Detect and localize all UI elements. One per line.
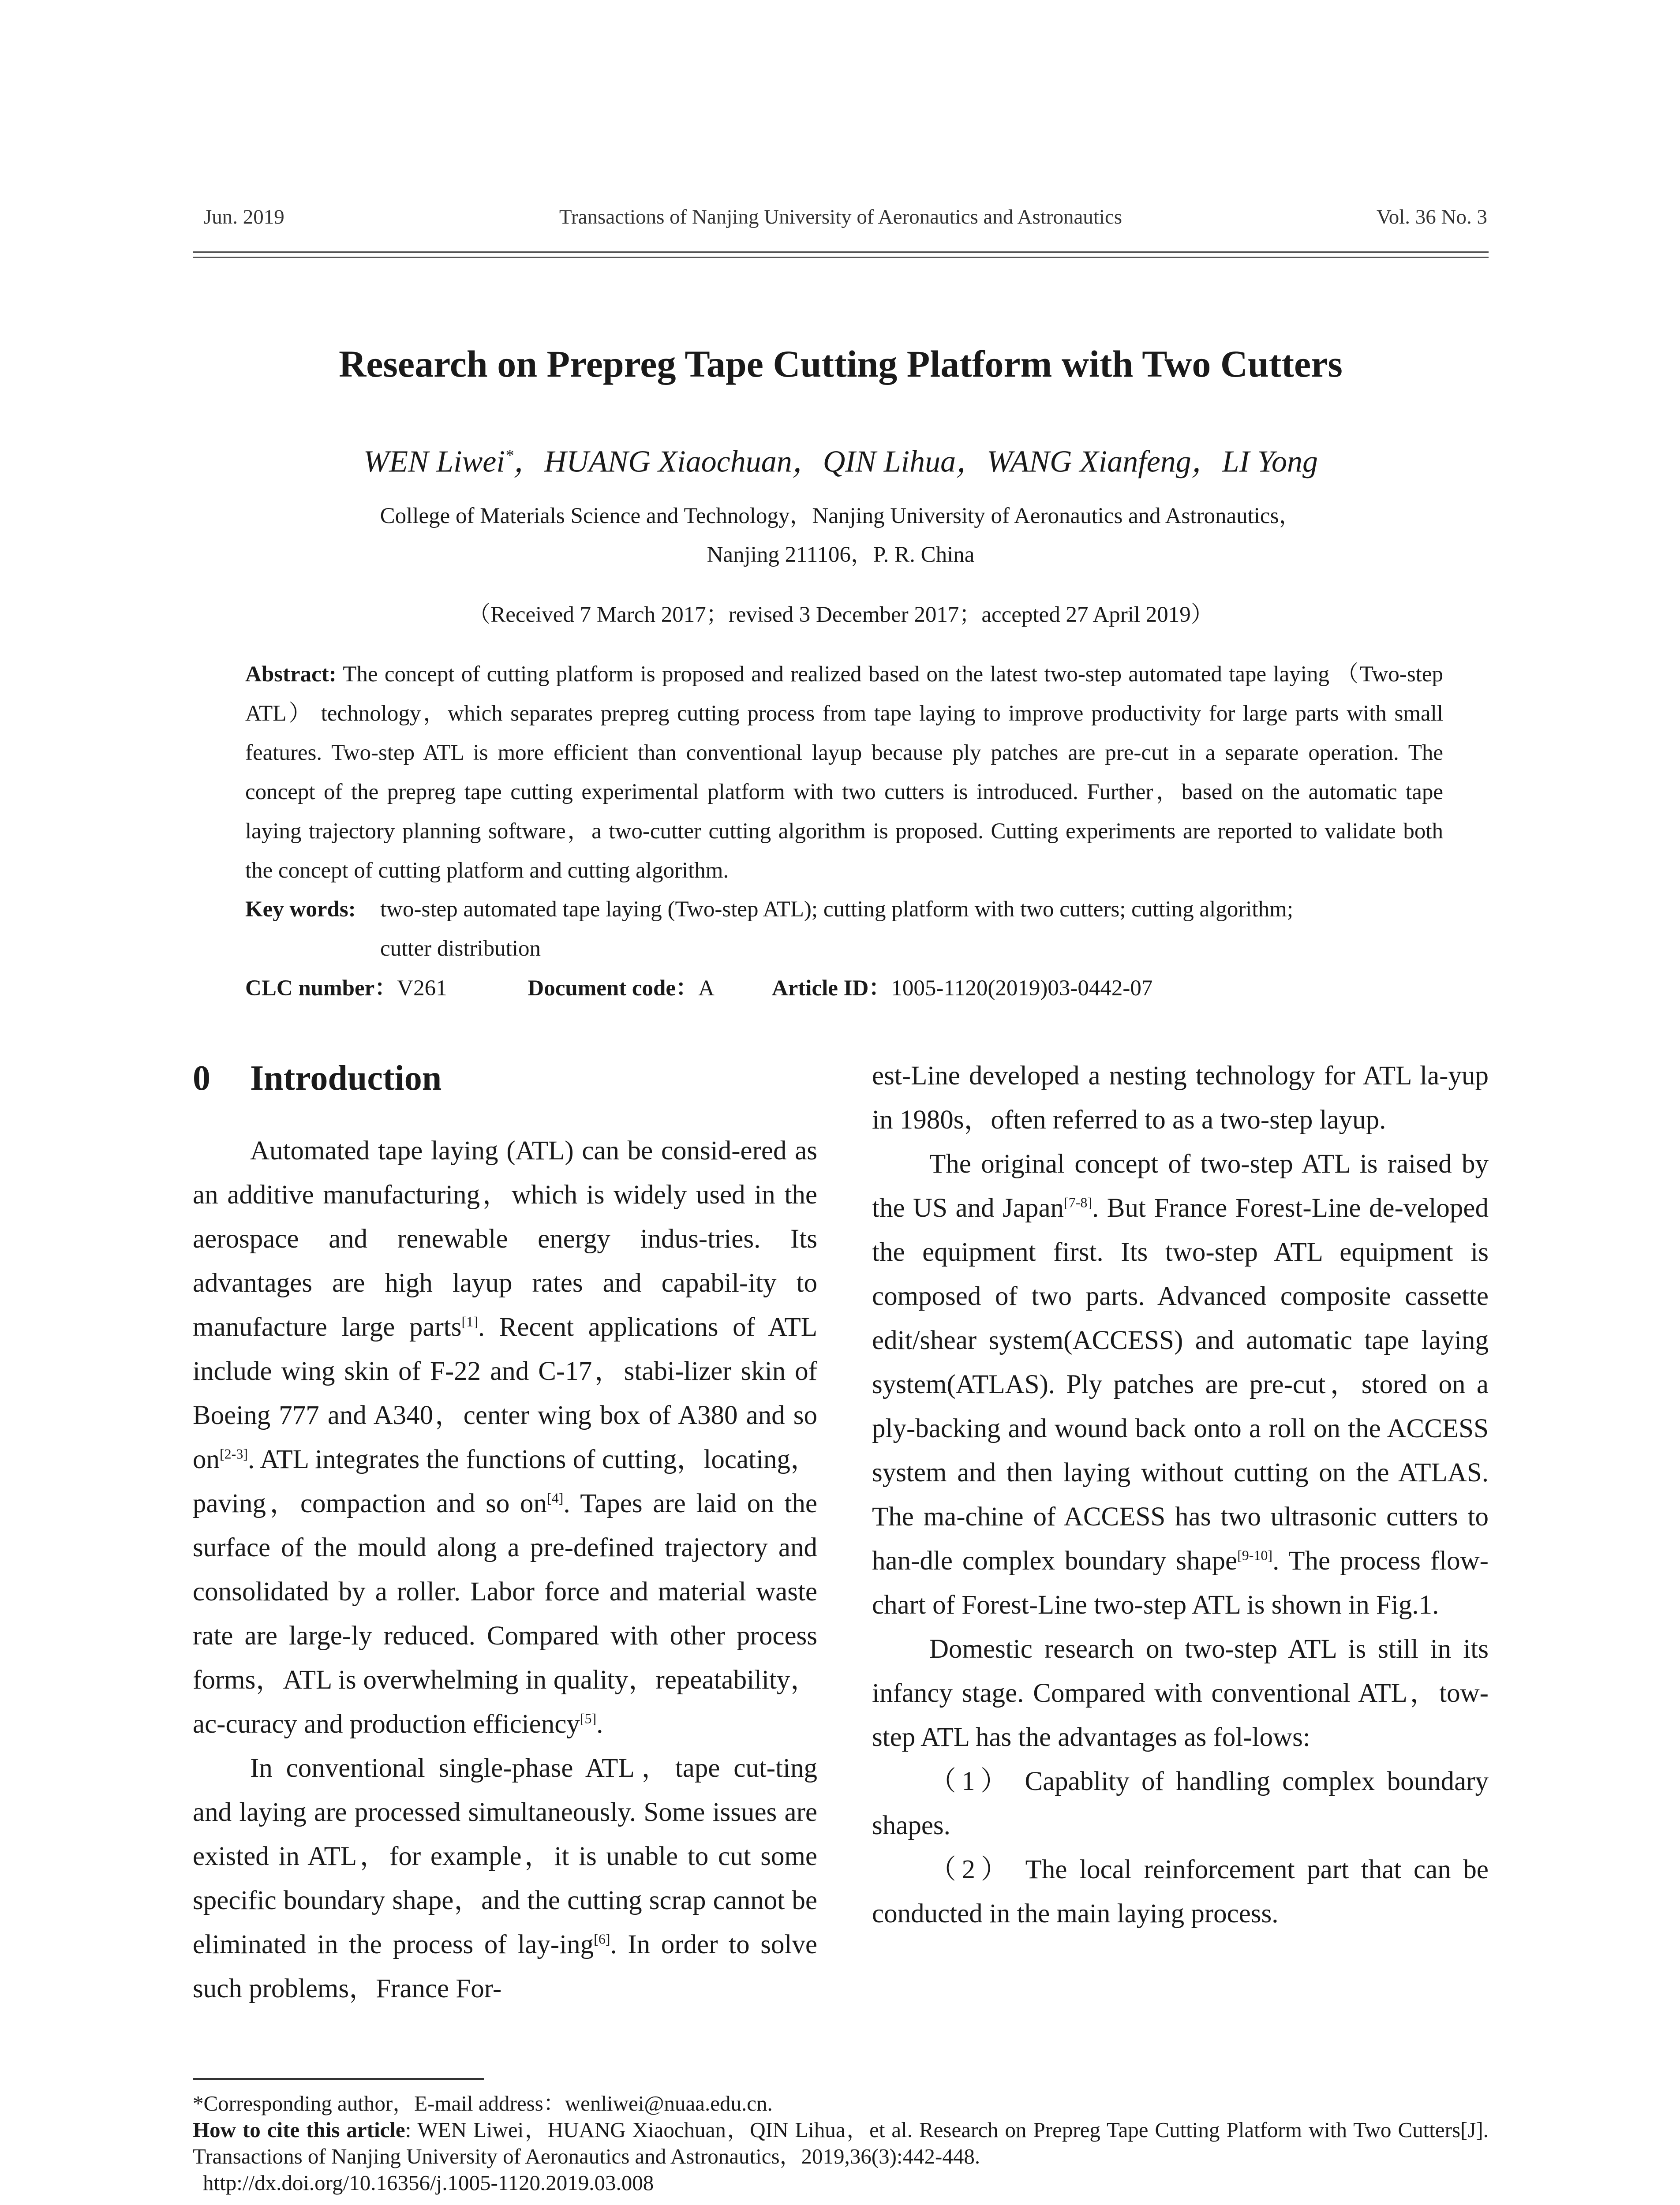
citation-ref: [6] <box>594 1931 610 1947</box>
clc-value: V261 <box>397 976 447 1001</box>
right-paragraph-continued: est-Line developed a nesting technology for ATL la-yup in 1980s，often referred to as a two-step layup. <box>872 1061 1489 1135</box>
right-paragraph-2: Domestic research on two-step ATL is still in its infancy stage. Compared with conventional ATL，tow-step ATL has the advantages as fol-lows: <box>872 1634 1489 1752</box>
header-date: Jun. 2019 <box>204 206 284 228</box>
abstract-label: Abstract: <box>245 662 337 687</box>
author-list <box>193 436 1489 482</box>
left-paragraph-2: In conventional single-phase ATL，tape cut-ting and laying are processed simultaneously. Some issues are existed in ATL，for example，it is unable to cut some specific boundary shape，and the cutting scrap cannot be eliminated in the process of lay-ing[6]. In order to solve such problems，France For- <box>193 1753 817 2003</box>
citation-text: : WEN Liwei，HUANG Xiaochuan，QIN Lihua，et al. Research on Prepreg Tape Cutting Platform with Two Cutters[J]. Transactions of Nanjing University of Aeronautics and Astronautics，2019,36(3):442-448. <box>193 2118 1489 2168</box>
corresponding-mark: * <box>505 446 513 465</box>
right-list-item-1: （1） Capablity of handling complex boundary shapes. <box>872 1767 1489 1840</box>
citation-ref: [5] <box>580 1710 597 1727</box>
section-heading <box>193 1056 442 1100</box>
right-paragraph-1: The original concept of two-step ATL is raised by the US and Japan[7-8]. But France Forest-Line de-veloped the equipment first. Its two-step ATL equipment is composed of two parts. Advanced composite cassette edit/shear system(ACCESS) and automatic tape laying system(ATLAS). Ply patches are pre-cut，stored on a ply-backing and wound back onto a roll on the ACCESS system and then laying without cutting on the ATLAS. The ma-chine of ACCESS has two ultrasonic cutters to han-dle complex boundary shape[9-10]. The process flow-chart of Forest-Line two-step ATL is shown in Fig.1. <box>872 1149 1489 1620</box>
received-dates: （Received 7 March 2017；revised 3 December 2017；accepted 27 April 2019） <box>468 602 1213 627</box>
citation-ref: [9-10] <box>1237 1547 1273 1563</box>
footnote-rule <box>193 2078 484 2080</box>
citation-note <box>193 2117 1489 2170</box>
article-id-label: Article ID： <box>771 976 891 1001</box>
affiliation-line-2: Nanjing 211106，P. R. China <box>707 542 975 567</box>
clc-label: CLC number： <box>245 976 397 1001</box>
right-column <box>872 1054 1489 1936</box>
corresponding-author-note: *Corresponding author，E-mail address：wenliwei@nuaa.edu.cn. <box>193 2091 773 2115</box>
affiliation-line-1: College of Materials Science and Technology，Nanjing University of Aeronautics and Astronautics， <box>380 504 1302 528</box>
author-rest: ，HUANG Xiaochuan，QIN Lihua，WANG Xianfeng，LI Yong <box>513 445 1318 479</box>
section-number: 0 <box>193 1059 210 1098</box>
citation-ref: [4] <box>547 1490 564 1506</box>
author-first: WEN Liwei <box>363 445 505 479</box>
article-title: Research on Prepreg Tape Cutting Platform with Two Cutters <box>339 343 1343 385</box>
article-id-value: 1005-1120(2019)03-0442-07 <box>891 976 1153 1001</box>
left-column <box>193 1129 817 2011</box>
doi-link[interactable]: http://dx.doi.org/10.16356/j.1005-1120.2019.03.008 <box>203 2171 654 2195</box>
abstract <box>245 655 1443 890</box>
right-list-item-2: （2） The local reinforcement part that can be conducted in the main laying process. <box>872 1855 1489 1928</box>
document-code-label: Document code： <box>528 976 699 1001</box>
header-journal: Transactions of Nanjing University of Aeronautics and Astronautics <box>559 206 1122 228</box>
keywords-label: Key words: <box>245 897 356 922</box>
citation-ref: [2-3] <box>220 1446 248 1462</box>
abstract-text: The concept of cutting platform is proposed and realized based on the latest two-step automated tape laying （Two-step ATL） technology，which separates prepreg cutting process from tape laying to improve productivity for large parts with small features. Two-step ATL is more efficient than conventional layup because ply patches are pre-cut in a separate operation. The concept of the prepreg tape cutting experimental platform with two cutters is introduced. Further，based on the automatic tape laying trajectory planning software，a two-cutter cutting algorithm is proposed. Cutting experiments are reported to validate both the concept of cutting platform and cutting algorithm. <box>245 662 1443 883</box>
header-volume: Vol. 36 No. 3 <box>1376 206 1487 228</box>
header-rule-bottom <box>193 257 1489 258</box>
classification-row <box>245 969 1152 1008</box>
citation-label: How to cite this article <box>193 2118 405 2142</box>
citation-ref: [7-8] <box>1064 1194 1092 1211</box>
keywords-line-1: two-step automated tape laying (Two-step ATL); cutting platform with two cutters; cutting algorithm; <box>380 897 1293 922</box>
left-paragraph-1: Automated tape laying (ATL) can be consid-ered as an additive manufacturing，which is widely used in the aerospace and renewable energy indus-tries. Its advantages are high layup rates and capabil-ity to manufacture large parts[1]. Recent applications of ATL include wing skin of F-22 and C-17，stabi-lizer skin of Boeing 777 and A340，center wing box of A380 and so on[2-3]. ATL integrates the functions of cutting，locating，paving，compaction and so on[4]. Tapes are laid on the surface of the mould along a pre-defined trajectory and consolidated by a roller. Labor force and material waste rate are large-ly reduced. Compared with other process forms，ATL is overwhelming in quality，repeatability，ac-curacy and production efficiency[5]. <box>193 1136 817 1739</box>
keywords-line-2: cutter distribution <box>380 936 541 961</box>
section-title: Introduction <box>250 1059 442 1098</box>
header-rule-top <box>193 251 1489 253</box>
document-code-value: A <box>698 976 714 1001</box>
citation-ref: [1] <box>461 1313 478 1330</box>
